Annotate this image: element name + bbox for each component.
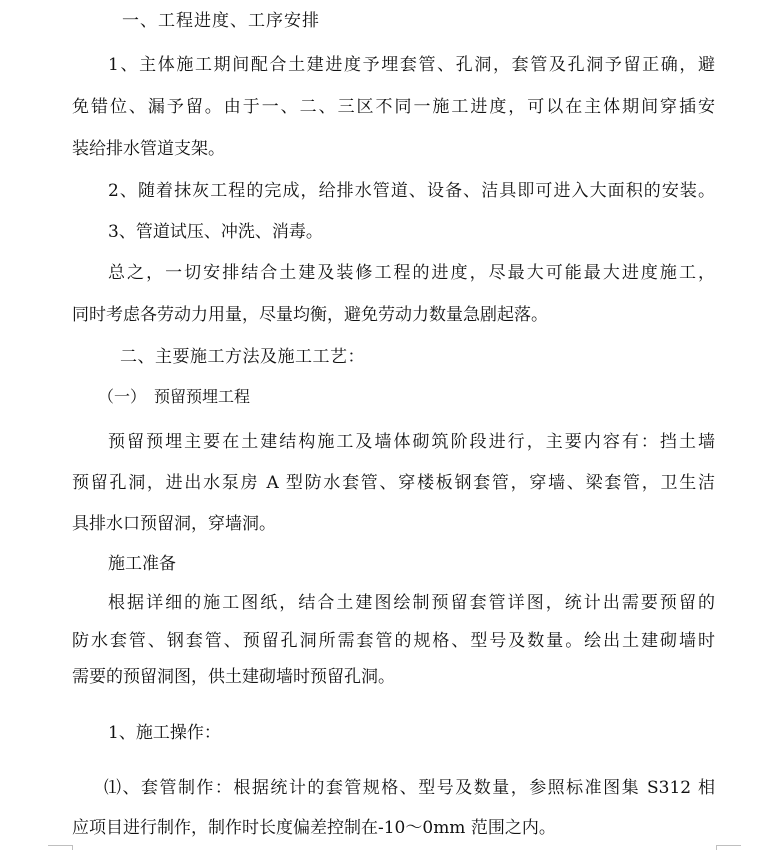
paragraph-6-line-1: 根据详细的施工图纸，结合土建图绘制预留套管详图，统计出需要预留的 — [108, 593, 715, 613]
subheading-operation: 1、施工操作： — [108, 723, 221, 743]
paragraph-1-line-3: 装给排水管道支架。 — [72, 139, 225, 159]
paragraph-2: 2、随着抹灰工程的完成，给排水管道、设备、洁具即可进入大面积的安装。 — [108, 181, 715, 201]
paragraph-5-line-1: 预留预埋主要在土建结构施工及墙体砌筑阶段进行，主要内容有：挡土墙 — [108, 432, 715, 452]
section-heading-methods: 二、主要施工方法及施工工艺： — [120, 347, 365, 367]
paragraph-4-line-2: 同时考虑各劳动力用量，尽量均衡，避免劳动力数量急剧起落。 — [72, 305, 548, 325]
section-heading-progress: 一、工程进度、工序安排 — [122, 11, 320, 31]
paragraph-6-line-2: 防水套管、钢套管、预留孔洞所需套管的规格、型号及数量。绘出土建砌墙时 — [72, 631, 715, 651]
paragraph-5-line-3: 具排水口预留洞，穿墙洞。 — [72, 514, 276, 534]
subheading-embedded-works: （一） 预留预埋工程 — [98, 387, 251, 406]
paragraph-7-line-2: 应项目进行制作，制作时长度偏差控制在-10～0mm 范围之内。 — [72, 818, 556, 838]
page-corner-mark-left — [48, 845, 73, 850]
paragraph-1-line-2: 免错位、漏予留。由于一、二、三区不同一施工进度，可以在主体期间穿插安 — [72, 97, 715, 117]
paragraph-7-line-1: ⑴、套管制作：根据统计的套管规格、型号及数量，参照标准图集 S312 相 — [104, 778, 715, 798]
paragraph-3: 3、管道试压、冲洗、消毒。 — [108, 222, 323, 242]
paragraph-6-line-3: 需要的预留洞图，供土建砌墙时预留孔洞。 — [72, 667, 395, 687]
paragraph-4-line-1: 总之，一切安排结合土建及装修工程的进度，尽最大可能最大进度施工， — [108, 263, 715, 283]
paragraph-1-line-1: 1、主体施工期间配合土建进度予埋套管、孔洞，套管及孔洞予留正确，避 — [108, 55, 715, 75]
page-corner-mark-right — [716, 845, 741, 850]
paragraph-5-line-2: 预留孔洞，进出水泵房 A 型防水套管、穿楼板钢套管，穿墙、梁套管，卫生洁 — [72, 473, 715, 493]
subheading-preparation: 施工准备 — [108, 554, 176, 574]
